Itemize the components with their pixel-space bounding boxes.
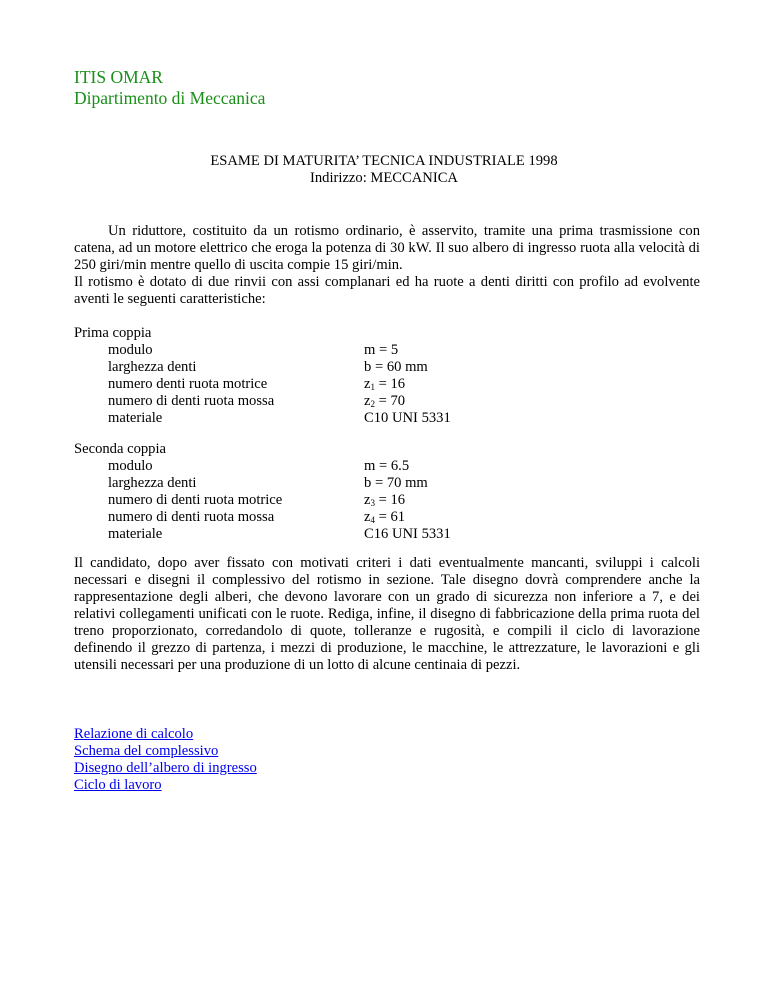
document-links xyxy=(74,726,257,794)
task-paragraph: Il candidato, dopo aver fissato con motivati criteri i dati eventualmente mancanti, sviluppi i calcoli necessari e disegni il complessivo del rotismo in sezione. Tale disegno dovrà comprendere anche la rappresentazione degli alberi, che devono lavorare con un grado di sicurezza non inferiore a 7, e dei relativi collegamenti unificati con le ruote. Rediga, infine, il disegno di fabbricazione della prima ruota del treno proporzionato, corredandolo di quote, tolleranze e rugosità, e compili il ciclo di lavorazione definendo il grezzo di partenza, i mezzi di produzione, le macchine, le attrezzature, le lavorazioni e gli utensili necessari per una produzione di un lotto di alcune centinaia di pezzi. xyxy=(74,555,700,673)
spec-title: Prima coppia xyxy=(74,325,152,341)
spec-label: materiale xyxy=(108,410,163,426)
spec-row xyxy=(74,509,694,526)
spec-value: m = 6.5 xyxy=(364,458,410,474)
spec-label: numero denti ruota motrice xyxy=(108,376,268,392)
exam-title: ESAME DI MATURITA’ TECNICA INDUSTRIALE 1998 xyxy=(210,153,558,169)
spec-variable: z xyxy=(364,393,371,409)
spec-label: numero di denti ruota mossa xyxy=(108,393,275,409)
spec-value-rest: = 16 xyxy=(374,376,406,392)
spec-label: numero di denti ruota mossa xyxy=(108,509,275,525)
spec-value: b = 70 mm xyxy=(364,475,428,491)
spec-row xyxy=(74,393,694,410)
spec-label: larghezza denti xyxy=(108,475,197,491)
link-schema-del-complessivo[interactable]: Schema del complessivo xyxy=(74,743,219,759)
intro-paragraph-2: Il rotismo è dotato di due rinvii con assi complanari ed ha ruote a denti diritti con profilo ad evolvente aventi le seguenti caratteristiche: xyxy=(74,274,700,307)
first-pair-spec xyxy=(74,325,694,427)
spec-value xyxy=(364,509,405,526)
spec-value: m = 5 xyxy=(364,342,399,358)
spec-row xyxy=(74,475,694,492)
spec-value xyxy=(364,492,405,509)
intro-paragraph: Un riduttore, costituito da un rotismo ordinario, è asservito, tramite una prima trasmissione con catena, ad un motore elettrico che eroga la potenza di 30 kW. Il suo albero di ingresso ruota alla velocità di 250 giri/min mentre quello di uscita compie 15 giri/min. xyxy=(74,223,700,273)
spec-value-rest: = 16 xyxy=(374,492,406,508)
spec-label: materiale xyxy=(108,526,163,542)
spec-value-rest: = 61 xyxy=(374,509,406,525)
spec-row xyxy=(74,342,694,359)
spec-value: C16 UNI 5331 xyxy=(364,526,451,542)
spec-row xyxy=(74,458,694,475)
spec-subscript: 2 xyxy=(370,399,375,409)
spec-title: Seconda coppia xyxy=(74,441,166,457)
link-relazione-di-calcolo[interactable]: Relazione di calcolo xyxy=(74,726,194,742)
link-ciclo-di-lavoro[interactable]: Ciclo di lavoro xyxy=(74,777,162,793)
spec-row xyxy=(74,526,694,543)
spec-subscript: 4 xyxy=(370,515,375,525)
spec-row xyxy=(74,492,694,509)
exam-subtitle: Indirizzo: MECCANICA xyxy=(310,170,458,186)
spec-row xyxy=(74,359,694,376)
spec-subscript: 3 xyxy=(370,498,375,508)
spec-label: modulo xyxy=(108,342,153,358)
spec-label: modulo xyxy=(108,458,153,474)
spec-value xyxy=(364,393,405,410)
spec-value: C10 UNI 5331 xyxy=(364,410,451,426)
task-section xyxy=(74,555,700,674)
spec-value: b = 60 mm xyxy=(364,359,428,375)
exam-title-block xyxy=(0,153,768,187)
spec-value xyxy=(364,376,405,393)
page-header xyxy=(74,67,265,109)
spec-variable: z xyxy=(364,509,371,525)
department-name: Dipartimento di Meccanica xyxy=(74,88,266,108)
intro-section xyxy=(74,223,700,308)
spec-value-rest: = 70 xyxy=(374,393,406,409)
spec-row xyxy=(74,376,694,393)
spec-row xyxy=(74,410,694,427)
spec-variable: z xyxy=(364,376,371,392)
institute-name: ITIS OMAR xyxy=(74,67,163,87)
spec-subscript: 1 xyxy=(370,382,375,392)
second-pair-spec xyxy=(74,441,694,543)
link-disegno-albero-ingresso[interactable]: Disegno dell’albero di ingresso xyxy=(74,760,257,776)
spec-variable: z xyxy=(364,492,371,508)
spec-label: larghezza denti xyxy=(108,359,197,375)
spec-label: numero di denti ruota motrice xyxy=(108,492,283,508)
